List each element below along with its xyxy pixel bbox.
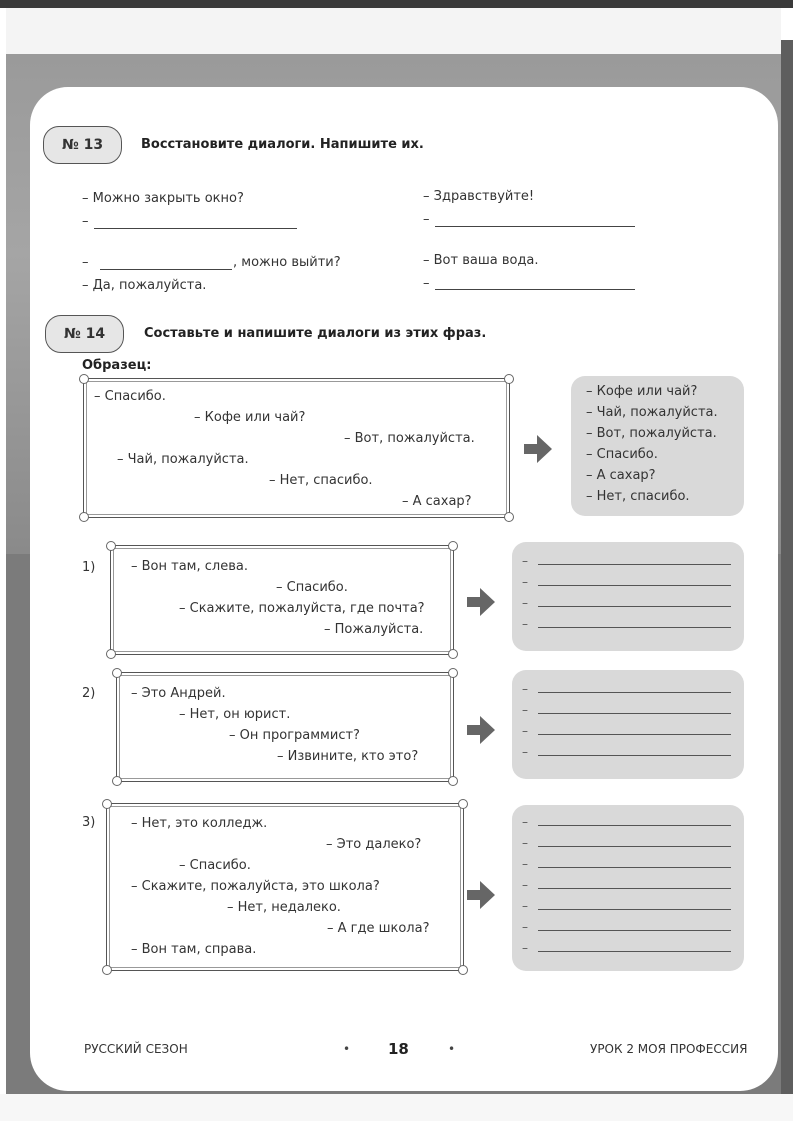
exercise1-answer-box[interactable] <box>512 542 744 651</box>
footer-lesson-title: УРОК 2 МОЯ ПРОФЕССИЯ <box>590 1042 748 1056</box>
dialog4-line1: – Вот ваша вода. <box>423 253 539 268</box>
frame-corner <box>448 668 458 678</box>
exercise3-number: 3) <box>82 815 96 830</box>
exercise2-phrase-frame <box>116 672 454 782</box>
exercise1-number: 1) <box>82 560 96 575</box>
scan-bottom-edge <box>0 1094 793 1121</box>
exercise1-phrase: – Спасибо. <box>276 580 348 595</box>
arrow-right-icon <box>466 880 496 910</box>
answer-dash: – <box>522 920 528 934</box>
sample-phrase: – Спасибо. <box>94 389 166 404</box>
frame-corner <box>448 649 458 659</box>
exercise2-number: 2) <box>82 686 96 701</box>
answer-dash: – <box>522 575 528 589</box>
exercise3-answer-box[interactable] <box>512 805 744 971</box>
frame-corner <box>504 512 514 522</box>
answer-line[interactable] <box>538 606 731 607</box>
answer-dash: – <box>522 703 528 717</box>
dialog3-dash: – <box>423 212 430 227</box>
arrow-right-icon <box>523 434 553 464</box>
sample-answer-line: – Чай, пожалуйста. <box>586 405 718 420</box>
frame-corner <box>448 541 458 551</box>
answer-line[interactable] <box>538 627 731 628</box>
sample-answer-line: – Вот, пожалуйста. <box>586 426 717 441</box>
sample-answer-line: – Кофе или чай? <box>586 384 698 399</box>
dialog1-dash: – <box>82 214 89 229</box>
sample-phrase: – А сахар? <box>402 494 472 509</box>
sample-phrase: – Вот, пожалуйста. <box>344 431 475 446</box>
arrow-right-icon <box>466 715 496 745</box>
answer-dash: – <box>522 596 528 610</box>
frame-corner <box>102 965 112 975</box>
answer-line[interactable] <box>538 564 731 565</box>
frame-corner <box>79 512 89 522</box>
answer-line[interactable] <box>538 825 731 826</box>
frame-corner <box>106 649 116 659</box>
frame-corner <box>448 776 458 786</box>
frame-corner <box>458 799 468 809</box>
answer-line[interactable] <box>538 692 731 693</box>
answer-line[interactable] <box>538 951 731 952</box>
exercise2-phrase: – Это Андрей. <box>131 686 226 701</box>
exercise1-phrase: – Вон там, слева. <box>131 559 248 574</box>
answer-dash: – <box>522 815 528 829</box>
task14-title: Составьте и напишите диалоги из этих фраз. <box>144 326 487 341</box>
sample-answer-line: – А сахар? <box>586 468 656 483</box>
answer-line[interactable] <box>538 888 731 889</box>
scan-top-edge <box>0 0 793 8</box>
sample-phrase-frame <box>83 378 510 518</box>
frame-corner <box>106 541 116 551</box>
frame-corner <box>112 776 122 786</box>
exercise3-phrase: – Нет, недалеко. <box>227 900 341 915</box>
frame-corner <box>458 965 468 975</box>
answer-dash: – <box>522 878 528 892</box>
answer-line[interactable] <box>538 713 731 714</box>
answer-dash: – <box>522 682 528 696</box>
answer-line[interactable] <box>538 846 731 847</box>
sample-phrase: – Чай, пожалуйста. <box>117 452 249 467</box>
worksheet-card <box>30 87 778 1091</box>
arrow-right-icon <box>466 587 496 617</box>
task14-badge: № 14 <box>45 315 124 353</box>
task13-title: Восстановите диалоги. Напишите их. <box>141 137 424 152</box>
frame-corner <box>504 374 514 384</box>
dialog1-answer-line[interactable] <box>94 228 297 229</box>
scan-band <box>6 8 781 54</box>
exercise3-phrase-frame <box>106 803 464 971</box>
exercise1-phrase-frame <box>110 545 454 655</box>
answer-line[interactable] <box>538 930 731 931</box>
answer-line[interactable] <box>538 755 731 756</box>
page-number: 18 <box>388 1040 409 1058</box>
exercise2-phrase: – Извините, кто это? <box>277 749 419 764</box>
book-spine-edge <box>781 40 793 1121</box>
sample-answer-line: – Нет, спасибо. <box>586 489 690 504</box>
dialog2-dash: – <box>82 255 89 270</box>
exercise1-phrase: – Пожалуйста. <box>324 622 424 637</box>
exercise2-phrase: – Нет, он юрист. <box>179 707 291 722</box>
sample-phrase: – Нет, спасибо. <box>269 473 373 488</box>
frame-corner <box>79 374 89 384</box>
footer-book-title: РУССКИЙ СЕЗОН <box>84 1042 188 1056</box>
answer-dash: – <box>522 836 528 850</box>
task13-badge: № 13 <box>43 126 122 164</box>
sample-answer-box <box>571 376 744 516</box>
footer-bullet: • <box>343 1042 351 1056</box>
dialog2-answer-line[interactable] <box>100 269 232 270</box>
exercise3-phrase: – Спасибо. <box>179 858 251 873</box>
answer-line[interactable] <box>538 867 731 868</box>
answer-dash: – <box>522 899 528 913</box>
exercise3-phrase: – Нет, это колледж. <box>131 816 268 831</box>
dialog2-line2: – Да, пожалуйста. <box>82 278 207 293</box>
dialog3-line1: – Здравствуйте! <box>423 189 535 204</box>
answer-line[interactable] <box>538 585 731 586</box>
sample-answer-line: – Спасибо. <box>586 447 658 462</box>
dialog2-line1-suffix: , можно выйти? <box>233 255 341 270</box>
exercise3-phrase: – Скажите, пожалуйста, это школа? <box>131 879 380 894</box>
answer-dash: – <box>522 724 528 738</box>
exercise3-phrase: – Вон там, справа. <box>131 942 257 957</box>
exercise2-answer-box[interactable] <box>512 670 744 779</box>
frame-corner <box>102 799 112 809</box>
answer-dash: – <box>522 857 528 871</box>
answer-dash: – <box>522 554 528 568</box>
answer-line[interactable] <box>538 734 731 735</box>
dialog3-answer-line[interactable] <box>435 226 635 227</box>
sample-label: Образец: <box>82 358 152 373</box>
exercise2-phrase: – Он программист? <box>229 728 360 743</box>
answer-dash: – <box>522 617 528 631</box>
exercise1-phrase: – Скажите, пожалуйста, где почта? <box>179 601 425 616</box>
dialog1-line1: – Можно закрыть окно? <box>82 191 244 206</box>
exercise3-phrase: – Это далеко? <box>326 837 422 852</box>
answer-dash: – <box>522 745 528 759</box>
answer-line[interactable] <box>538 909 731 910</box>
dialog4-dash: – <box>423 276 430 291</box>
frame-corner <box>112 668 122 678</box>
answer-dash: – <box>522 941 528 955</box>
dialog4-answer-line[interactable] <box>435 289 635 290</box>
sample-phrase: – Кофе или чай? <box>194 410 306 425</box>
footer-bullet: • <box>448 1042 456 1056</box>
exercise3-phrase: – А где школа? <box>327 921 430 936</box>
